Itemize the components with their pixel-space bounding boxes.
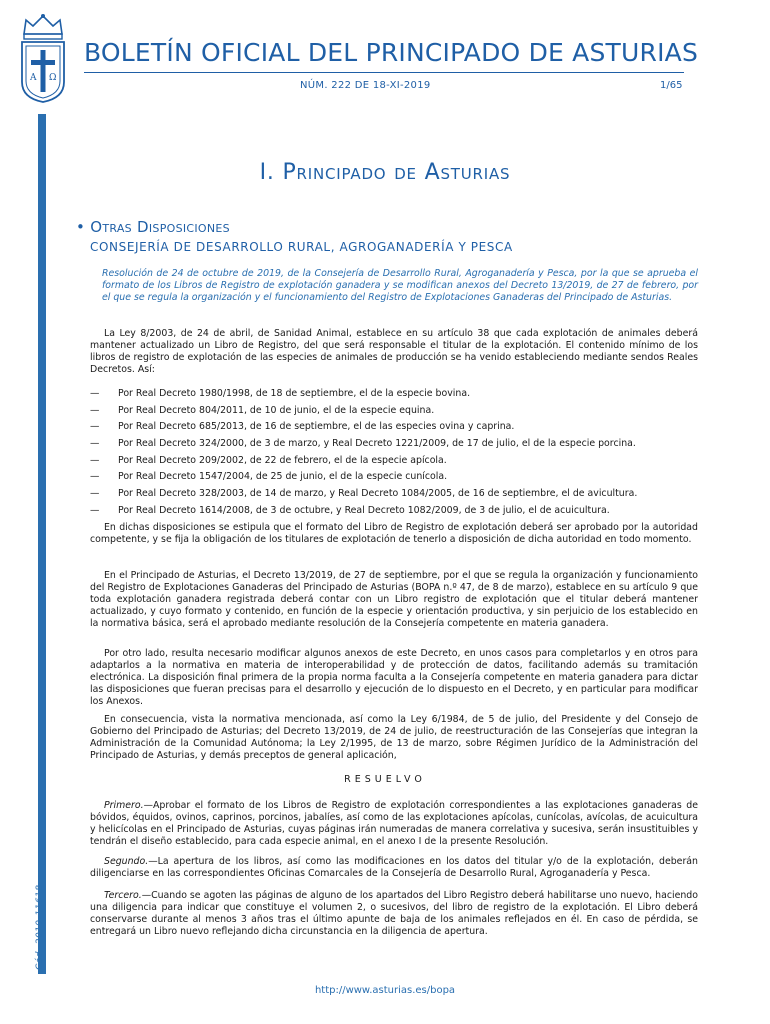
resolution-title: Resolución de 24 de octubre de 2019, de la Consejería de Desarrollo Rural, Agroganadería y Pesca, por la que se aprueba el formato de los Libros de Registro de explotación ganadera y se modifican anexos del Decreto 13/2019, de 27 de febrero, por el que se regula la organización y el funcionamiento del Registro de Explotaciones Ganaderas del Principado de Asturias. bbox=[102, 268, 698, 303]
asturias-crest-logo bbox=[16, 12, 70, 104]
decree-text: Por Real Decreto 1980/1998, de 18 de septiembre, el de la especie bovina. bbox=[118, 388, 471, 399]
decree-text: Por Real Decreto 804/2011, de 10 de junio, el de la especie equina. bbox=[118, 404, 435, 416]
article-body: —La apertura de los libros, así como las modificaciones en los datos del titular y/o de la explotación, deberán diligenciarse en las correspondientes Oficinas Comarcales de la Consejería de Desarrollo Rural, Agroganadería y Pesca. bbox=[90, 856, 698, 879]
header-divider bbox=[84, 72, 684, 73]
department-name: CONSEJERÍA DE DESARROLLO RURAL, AGROGANADERÍA Y PESCA bbox=[90, 240, 513, 254]
footer-link[interactable]: http://www.asturias.es/bopa bbox=[314, 985, 456, 996]
paragraph-text: Por otro lado, resulta necesario modificar algunos anexos de este Decreto, en unos casos para completarlos y en otros para adaptarlos a la normativa en materia de interoperabilidad y de protección de datos, facilitando además su tramitación electrónica. La disposición final primera de la propia norma faculta a la Consejería competente en materia ganadera para dictar las disposiciones que fueran precisas para el desarrollo y ejecución de lo dispuesto en el Decreto, y en particular para modificar los Anexos. bbox=[90, 648, 698, 707]
article-text bbox=[90, 800, 698, 848]
decree-text: Por Real Decreto 685/2013, de 16 de septiembre, el de las especies ovina y caprina. bbox=[118, 421, 515, 433]
paragraph bbox=[90, 714, 698, 762]
page-number: 1/65 bbox=[660, 80, 683, 91]
paragraph bbox=[90, 522, 698, 546]
section-title: I. Principado de Asturias bbox=[259, 160, 511, 185]
article-label: Primero. bbox=[104, 800, 144, 811]
article-body: —Cuando se agoten las páginas de alguno de los apartados del Libro Registro deberá habilitarse uno nuevo, haciendo una diligencia para indicar que constituye el volumen 2, o sucesivos, del libro de registro de la explotación. El Libro deberá conservarse durante al menos 3 años tras el último apunte de baja de los animales reflejados en él. En caso de pérdida, se entregará un Libro nuevo reflejando dicha circunstancia en la diligencia de apertura. bbox=[90, 890, 698, 937]
list-item bbox=[90, 405, 698, 422]
article-label: Tercero. bbox=[104, 890, 142, 901]
dash-mark: — bbox=[90, 504, 100, 516]
list-item bbox=[90, 505, 698, 522]
decree-text: Por Real Decreto 1614/2008, de 3 de octubre, y Real Decreto 1082/2009, de 3 de julio, el de acuicultura. bbox=[118, 504, 610, 516]
article-text bbox=[90, 890, 698, 938]
paragraph bbox=[90, 648, 698, 708]
list-item bbox=[90, 421, 698, 438]
bulletin-title: BOLETÍN OFICIAL DEL PRINCIPADO DE ASTURIAS bbox=[84, 38, 699, 67]
paragraph-text: En consecuencia, vista la normativa mencionada, así como la Ley 6/1984, de 5 de julio, del Presidente y del Consejo de Gobierno del Principado de Asturias; del Decreto 13/2019, de 24 de julio, de reestructuración de las Consejerías que integran la Administración de la Comunidad Autónoma; la Ley 2/1995, de 13 de marzo, sobre Régimen Jurídico de la Administración del Principado de Asturias, y demás preceptos de general aplicación, bbox=[90, 714, 698, 761]
article-label: Segundo. bbox=[104, 856, 149, 867]
issue-number-date: NÚM. 222 DE 18-XI-2019 bbox=[300, 80, 431, 91]
list-item bbox=[90, 488, 698, 505]
side-color-bar bbox=[38, 114, 46, 974]
article-body: —Aprobar el formato de los Libros de Registro de explotación correspondientes a las explotaciones ganaderas de bóvidos, équidos, ovinos, caprinos, porcinos, jabalíes, así como de las explotaciones apícolas, cunícolas, avícolas, de acuicultura y helicícolas en el Principado de Asturias, cuyas páginas irán numeradas de manera correlativa y sucesiva, serán insustituibles y tendrán el diseño establecido, para cada especie animal, en el anexo I de la presente Resolución. bbox=[90, 800, 698, 847]
article-tercero bbox=[90, 890, 698, 938]
paragraph-text: En dichas disposiciones se estipula que el formato del Libro de Registro de explotación deberá ser aprobado por la autoridad competente, y se fija la obligación de los titulares de explotación de tenerlo a disposición de dicha autoridad en todo momento. bbox=[90, 522, 698, 545]
dash-mark: — bbox=[90, 471, 100, 483]
decree-text: Por Real Decreto 1547/2004, de 25 de junio, el de la especie cunícola. bbox=[118, 471, 448, 483]
dash-mark: — bbox=[90, 488, 100, 500]
decree-text: Por Real Decreto 209/2002, de 22 de febrero, el de la especie apícola. bbox=[118, 454, 447, 466]
decree-text: Por Real Decreto 328/2003, de 14 de marzo, y Real Decreto 1084/2005, de 16 de septiembre, el de avicultura. bbox=[118, 488, 638, 500]
dash-mark: — bbox=[90, 454, 100, 466]
decree-text: Por Real Decreto 324/2000, de 3 de marzo, y Real Decreto 1221/2009, de 17 de julio, el de la especie porcina. bbox=[118, 438, 636, 450]
list-item bbox=[90, 455, 698, 472]
article-primero bbox=[90, 800, 698, 848]
paragraph bbox=[90, 570, 698, 630]
paragraph-text: En el Principado de Asturias, el Decreto 13/2019, de 27 de septiembre, por el que se regula la organización y funcionamiento del Registro de Explotaciones Ganaderas del Principado de Asturias (BOPA n.º 47, de 8 de marzo), establece en su artículo 9 que toda explotación ganadera registrada deberá contar con un Libro registro de explotación que el titular deberá mantener actualizado, y cuyo formato y contenido, en función de la especie y orientación productiva, y sin perjuicio de los establecido en la normativa básica, será el aprobado mediante resolución de la Consejería competente en materia ganadera. bbox=[90, 570, 698, 629]
dash-mark: — bbox=[90, 438, 100, 450]
list-item bbox=[90, 471, 698, 488]
article-segundo bbox=[90, 856, 698, 880]
subsection-title: • Otras Disposiciones bbox=[76, 218, 230, 236]
dash-mark: — bbox=[90, 388, 100, 399]
list-item bbox=[90, 438, 698, 455]
dash-mark: — bbox=[90, 404, 100, 416]
intro-text: La Ley 8/2003, de 24 de abril, de Sanidad Animal, establece en su artículo 38 que cada explotación de animales deberá mantener actualizado un Libro de Registro, del que será responsable el titular de la explotación. El contenido mínimo de los libros de registro de explotación de las especies de animales de producción se ha venido estableciendo mediante sendos Reales Decretos. Así: bbox=[90, 328, 698, 375]
document-code: Cód. 2019-11618 bbox=[35, 884, 45, 970]
dash-mark: — bbox=[90, 421, 100, 433]
article-text bbox=[90, 856, 698, 880]
list-item bbox=[90, 388, 698, 405]
decree-list bbox=[90, 388, 698, 522]
svg-text:A: A bbox=[30, 73, 37, 83]
resuelvo-heading: RESUELVO bbox=[344, 774, 426, 785]
svg-text:Ω: Ω bbox=[49, 73, 57, 83]
intro-paragraph bbox=[90, 328, 698, 376]
